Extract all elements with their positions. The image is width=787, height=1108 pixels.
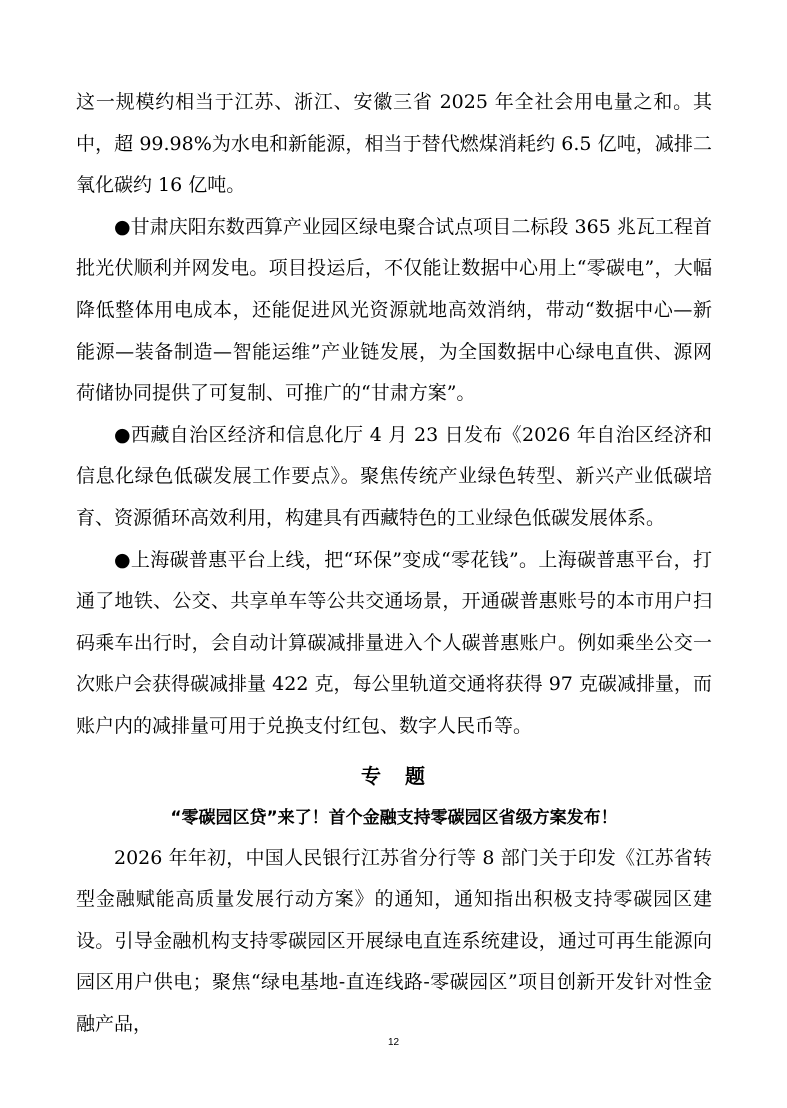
bullet-icon: ● (114, 215, 131, 238)
bullet-icon: ● (114, 423, 131, 446)
news-item-text: 西藏自治区经济和信息化厅 4 月 23 日发布《2026 年自治区经济和信息化绿色低碳发展工作要点》。聚焦传统产业绿色转型、新兴产业低碳培育、资源循环高效利用，构建具有西藏特色的工业绿色低碳发展体系。 (76, 423, 712, 529)
news-item-tibet (76, 415, 712, 540)
article-body: 2026 年年初，中国人民银行江苏省分行等 8 部门关于印发《江苏省转型金融赋能高质量发展行动方案》的通知，通知指出积极支持零碳园区建设。引导金融机构支持零碳园区开展绿电直连系统建设，通过可再生能源向园区用户供电；聚焦“绿电基地-直连线路-零碳园区”项目创新开发针对性金融产品， (76, 846, 712, 1035)
section-title-part: 专 (361, 763, 383, 788)
news-item-gansu (76, 207, 712, 415)
page-number: 12 (387, 1037, 400, 1048)
intro-paragraph: 这一规模约相当于江苏、浙江、安徽三省 2025 年全社会用电量之和。其中，超 99.98%为水电和新能源，相当于替代燃煤消耗约 6.5 亿吨，减排二氧化碳约 16 亿吨。 (76, 91, 712, 197)
news-item-shanghai (76, 540, 712, 748)
news-item-text: 甘肃庆阳东数西算产业园区绿电聚合试点项目二标段 365 兆瓦工程首批光伏顺利并网发电。项目投运后，不仅能让数据中心用上“零碳电”，大幅降低整体用电成本，还能促进风光资源就地高效消纳，带动“数据中心—新能源—装备制造—智能运维”产业链发展，为全国数据中心绿电直供、源网荷储协同提供了可复制、可推广的“甘肃方案”。 (76, 215, 712, 405)
section-title (76, 754, 712, 798)
article-title: “零碳园区贷”来了！首个金融支持零碳园区省级方案发布！ (170, 807, 618, 828)
page-content (76, 82, 712, 1045)
news-item-text: 上海碳普惠平台上线，把“环保”变成“零花钱”。上海碳普惠平台，打通了地铁、公交、共享单车等公共交通场景，开通碳普惠账号的本市用户扫码乘车出行时，会自动计算碳减排量进入个人碳普惠账户。例如乘坐公交一次账户会获得碳减排量 422 克，每公里轨道交通将获得 97 克碳减排量，而账户内的减排量可用于兑换支付红包、数字人民币等。 (76, 548, 712, 737)
bullet-icon: ● (114, 548, 131, 571)
section-title-part: 题 (405, 763, 427, 788)
